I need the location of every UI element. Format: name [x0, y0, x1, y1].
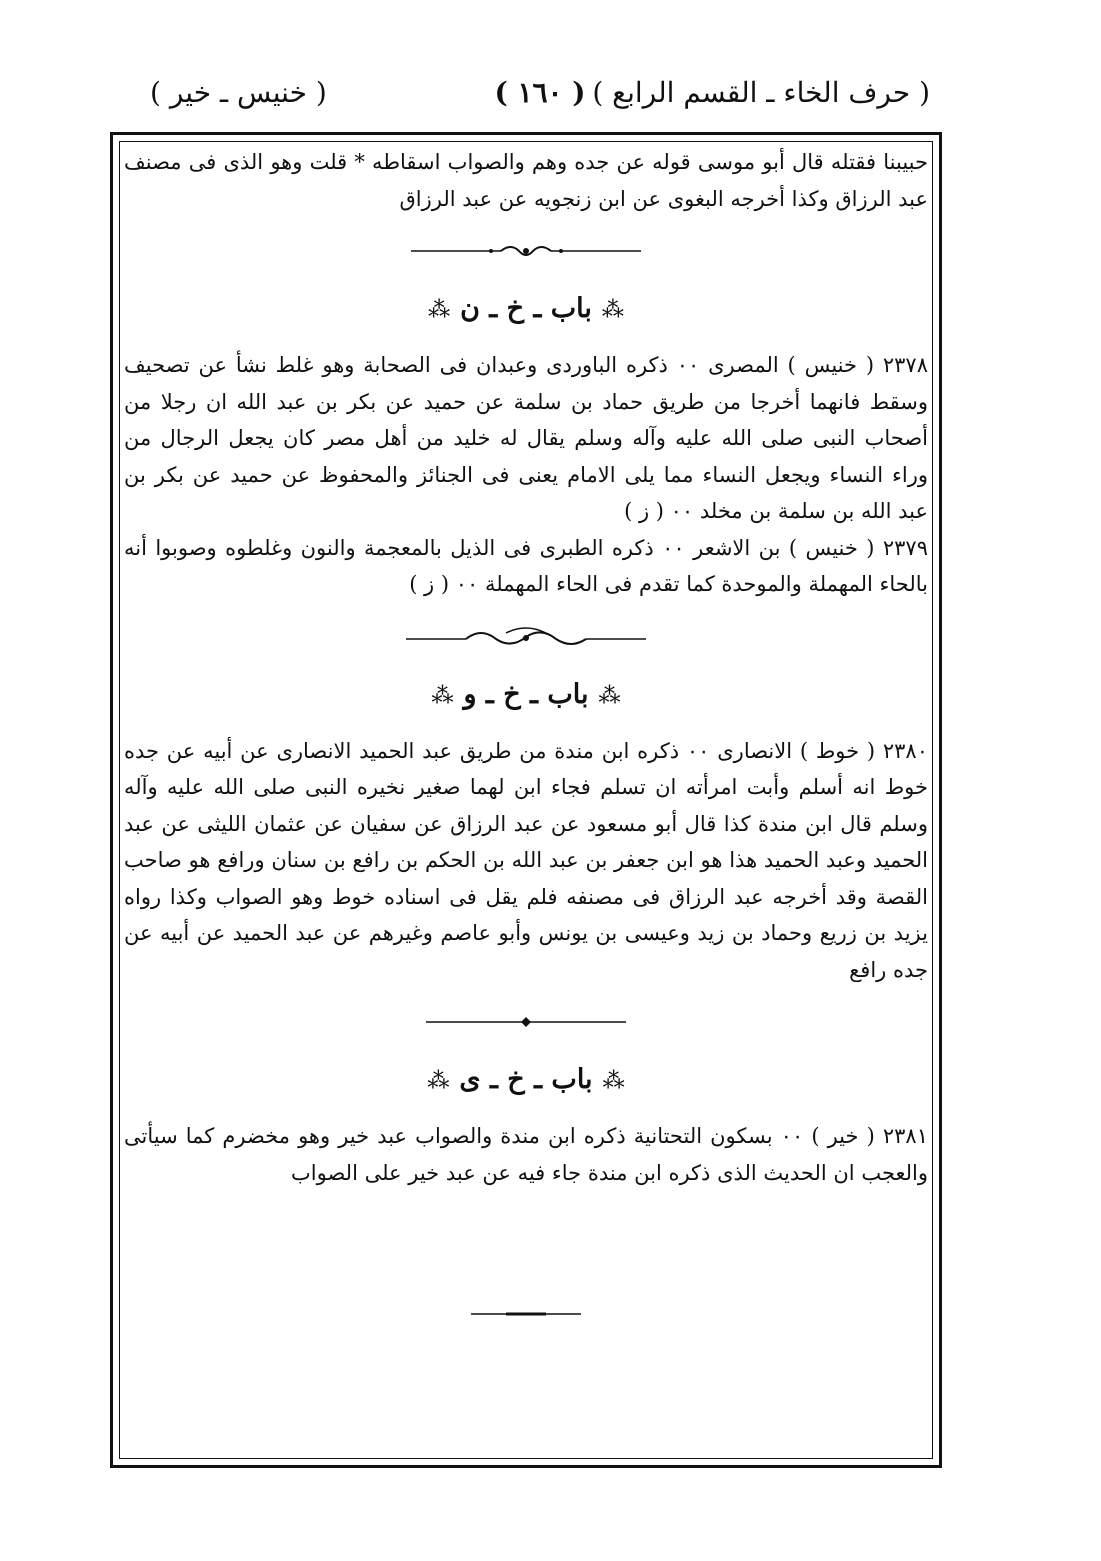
section-title-text: باب ـ خ ـ ى: [459, 1064, 593, 1095]
title-ornament-right: ⁂: [602, 1069, 625, 1094]
entry-2378: ٢٣٧٨ ( خنيس ) المصرى ٠٠ ذكره الباوردى وعبدان فى الصحابة وهو غلط نشأ عن تصحيف وسقط فانهما أخرجا من طريق حماد بن سلمة عن حميد عن بكر بن عبد الله ان رجلا من أصحاب النبى صلى الله عليه وآله وسلم يقال له خليد من أهل مصر كان يجعل الرجال من وراء النساء ويجعل النساء مما يلى الامام يعنى فى الجنائز والمحفوظ عن حميد عن بكر بن عبد الله بن سلمة بن مخلد ٠٠ ( ز ): [124, 353, 928, 523]
page-body: [124, 144, 928, 1319]
header-entry-range: ( خنيس ـ خير ): [150, 76, 327, 109]
ornamental-divider-2: [124, 609, 928, 665]
entry-2381: ٢٣٨١ ( خير ) ٠٠ بسكون التحتانية ذكره ابن مندة والصواب عبد خير وهو مخضرم كما سيأتى والعجب ان الحديث الذى ذكره ابن مندة جاء فيه عن عبد خير على الصواب: [124, 1124, 928, 1185]
title-ornament-left: ⁂: [427, 1069, 450, 1094]
title-ornament-right: ⁂: [601, 298, 624, 323]
continued-text: حبيبنا فقتله قال أبو موسى قوله عن جده وهم والصواب اسقاطه * قلت وهو الذى فى مصنف عبد الرزاق وكذا أخرجه البغوى عن ابن زنجويه عن عبد الرزاق: [124, 150, 928, 211]
header-chapter-title: ( حرف الخاء ـ القسم الرابع ): [592, 76, 930, 109]
section-title-text: باب ـ خ ـ ن: [460, 293, 592, 324]
diamond-divider: [124, 994, 928, 1050]
section-title-kh-w: [124, 671, 928, 719]
page-number: ( ١٦٠ ): [494, 76, 586, 109]
entry-2379: ٢٣٧٩ ( خنيس ) بن الاشعر ٠٠ ذكره الطبرى فى الذيل بالمعجمة والنون وغلطوه وصوبوا أنه بالحاء المهملة والموحدة كما تقدم فى الحاء المهملة ٠٠ ( ز ): [124, 535, 928, 596]
end-divider: [124, 1309, 928, 1319]
section-title-kh-n: [124, 285, 928, 333]
title-ornament-right: ⁂: [598, 683, 621, 709]
title-ornament-left: ⁂: [428, 298, 451, 323]
title-ornament-left: ⁂: [431, 683, 454, 709]
section-title-text: باب ـ خ ـ و: [463, 678, 589, 710]
page-header: [150, 72, 930, 122]
section-title-kh-y: [124, 1056, 928, 1104]
entry-2380: ٢٣٨٠ ( خوط ) الانصارى ٠٠ ذكره ابن مندة من طريق عبد الحميد الانصارى عن أبيه عن جده خوط انه أسلم وأبت امرأته ان تسلم فجاء ابن لهما صغير نخيره النبى صلى الله عليه وآله وسلم قال ابن مندة كذا قال أبو مسعود عن عبد الرزاق عن سفيان عن عثمان الليثى عن عبد الحميد وعبد الحميد هذا هو ابن جعفر بن عبد الله بن الحكم بن رافع بن سنان ورافع هو صاحب القصة وقد أخرجه عبد الرزاق فى مصنفه فلم يقل فى اسناده خوط وهو الصواب وكذا رواه يزيد بن زريع وحماد بن زيد وعيسى بن يونس وأبو عاصم وغيرهم عن عبد الحميد عن أبيه عن جده رافع: [124, 738, 928, 982]
ornamental-divider-1: [124, 223, 928, 279]
